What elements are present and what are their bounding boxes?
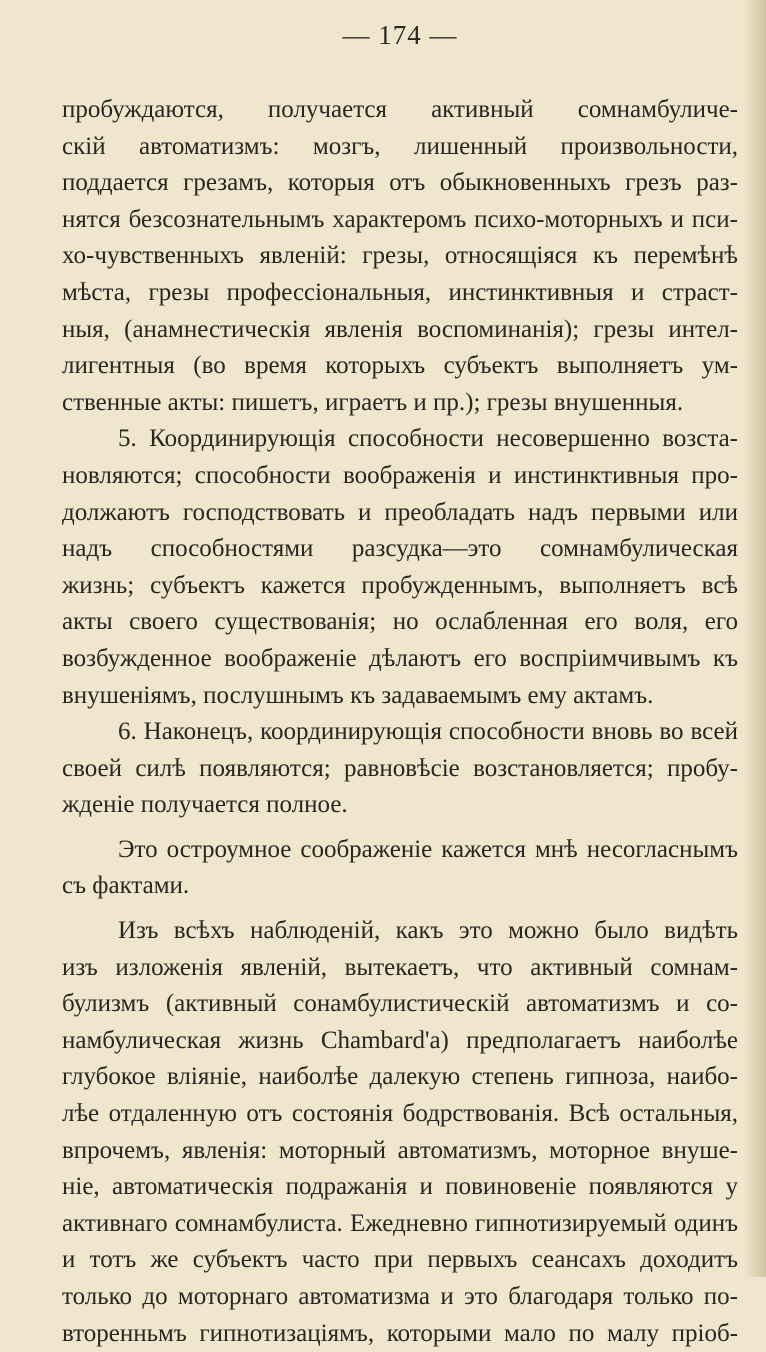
text-line: жизнь; субъектъ кажется пробужденнымъ, выполняетъ всѣ [62, 571, 738, 599]
page-number: — 174 — [342, 20, 458, 50]
text-line: впрочемъ, явленія: моторный автоматизмъ, моторное внуше- [62, 1136, 738, 1164]
paragraph-4 [62, 832, 738, 905]
text-line: нятся безсознательнымъ характеромъ психо-моторныхъ и пси- [62, 205, 738, 233]
text-line: хо-чувственныхъ явленій: грезы, относящіяся къ перемѣнѣ [62, 242, 738, 270]
text-line: ніе, автоматическія подражанія и повиновеніе появляются у [62, 1173, 738, 1201]
text-line: новляются; способности воображенія и инстинктивныя про- [62, 461, 738, 489]
text-line: вторенньмъ гипнотизаціямъ, которыми мало по малу пріоб- [62, 1319, 738, 1347]
text-line: глубокое вліяніе, наиболѣе далекую степень гипноза, наибо- [62, 1063, 738, 1091]
text-line: жденіе получается полное. [62, 791, 348, 819]
text-line: своей силѣ появляются; равновѣсіе возстановляется; пробу- [62, 754, 738, 782]
paragraph-5 [62, 913, 738, 1352]
text-line: лигентныя (во время которыхъ субъектъ выполняетъ ум- [62, 352, 738, 380]
text-line: ственные акты: пишетъ, играетъ и пр.); грезы внушенныя. [62, 388, 684, 416]
text-line: активнаго сомнамбулиста. Ежедневно гипнотизируемый одинъ [62, 1209, 738, 1237]
text-line: лѣе отдаленную отъ состоянія бодрствованія. Всѣ остальныя, [62, 1100, 738, 1128]
text-line: 6. Наконецъ, координирующія способности вновь во всей [118, 718, 738, 746]
paragraph-3 [62, 714, 738, 824]
text-line: Это остроумное соображеніе кажется мнѣ несогласнымъ [118, 835, 738, 863]
text-line: съ фактами. [62, 872, 190, 900]
text-line: скій автоматизмъ: мозгъ, лишенный произвольности, [62, 132, 738, 160]
text-line: только до моторнаго автоматизма и это благодаря только по- [62, 1283, 738, 1310]
text-line: 5. Координирующія способности несовершенно возста- [118, 425, 738, 453]
text-line: мѣста, грезы профессіональныя, инстинктивныя и страст- [62, 278, 738, 306]
text-line: изъ изложенія явленій, вытекаетъ, что активный сомнам- [62, 953, 738, 981]
text-line: ныя, (анамнестическія явленія воспоминанія); грезы интел- [62, 315, 738, 343]
page-edge-shadow [744, 0, 766, 1277]
text-line: надъ способностями разсудка—это сомнамбулическая [62, 535, 738, 563]
text-line: должаютъ господствовать и преобладать надъ первыми или [62, 498, 738, 526]
text-line: пробуждаются, получается активный сомнамбуличе- [62, 96, 738, 123]
text-line: возбужденное воображеніе дѣлаютъ его воспріимчивымъ къ [62, 644, 738, 672]
text-line: булизмъ (активный сонамбулистическій автоматизмъ и со- [62, 990, 738, 1018]
text-line: внушеніямъ, послушнымъ къ задаваемымъ ему актамъ. [62, 681, 654, 709]
paragraph-2 [62, 421, 738, 714]
text-line: Изъ всѣхъ наблюденій, какъ это можно было видѣть [118, 917, 738, 945]
text-line: намбулическая жизнь Chambard'а) предполагаетъ наиболѣе [62, 1026, 738, 1054]
paragraph-1 [62, 92, 738, 421]
text-line: акты своего существованія; но ослабленная его воля, его [62, 608, 738, 636]
text-line: и тотъ же субъектъ часто при первыхъ сеансахъ доходитъ [62, 1246, 738, 1274]
text-line: поддается грезамъ, которыя отъ обыкновенныхъ грезъ раз- [62, 169, 738, 197]
